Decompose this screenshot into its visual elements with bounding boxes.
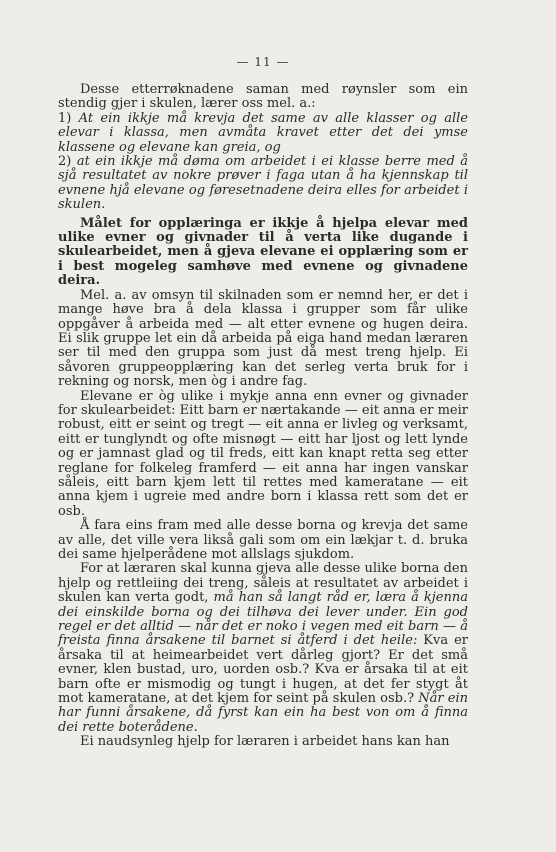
paragraph-teacher: [58, 562, 468, 735]
bold-run: Målet for opplæringa er ikkje å hjelpa elevar med ulike evner og givnader til å verta like dugande i skulearbeidet, men å gjeva elevane ei opplæring som er i best mogeleg samhøve med evnene og givnadene deira.: [58, 215, 468, 289]
text-run: Å fara eins fram med alle desse borna og krevja det same av alle, det ville vera likså gali som om ein lækjar t. d. bruka dei same hjelperådene mot allslags sjukdom.: [58, 518, 468, 562]
text-run: Mel. a. av omsyn til skilnaden som er nemnd her, er det i mange høve bra å dela klassa i grupper som får ulike oppgåver å arbeida med — alt etter evnene og hugen deira. Ei slik gruppe let ein då arbeida på eiga hand medan læraren ser til med den gruppa som just då mest treng hjelp. Ei såvoren gruppeopplæring kan det serleg verta bruk for i rekning og norsk, men òg i andre fag.: [58, 287, 468, 390]
point-number: 2): [58, 154, 77, 170]
paragraph-differences: [58, 390, 468, 520]
paragraph-groups: [58, 289, 468, 390]
paragraph-analogy: [58, 519, 468, 562]
text-run: For at læraren skal kunna gjeva alle desse ulike borna den hjelp og rettleiing dei treng, såleis at resultatet av arbeidet i skulen kan verta godt,: [58, 561, 468, 606]
text-run: Kva er årsaka til at heimearbeidet vert dårleg gjort? Er det små evner, klen bustad, uro, uorden osb.? Kva er årsaka til at eit barn ofte er mismodig og tungt i hugen, at det fer stygt åt mot kameratane, at det kjem for seint på skulen osb.?: [58, 633, 468, 707]
italic-run: må han så langt råd er, læra å kjenna dei einskilde borna og dei tilhøva dei lever under. Ein god regel er det alltid — når det er noko i vegen med eit barn — å freista finna årsakene til barnet si åtferd i det heile:: [58, 590, 468, 649]
numbered-point-1: [58, 112, 468, 155]
italic-run: At ein ikkje må krevja det same av alle klasser og alle elevar i klassa, men avmåta kravet etter det dei ymse klassene og elevane kan greia, og: [58, 110, 468, 155]
text-run: Ei naudsynleg hjelp for læraren i arbeidet hans kan han: [80, 734, 450, 750]
italic-run: at ein ikkje må døma om arbeidet i ei klasse berre med å sjå resultatet av nokre prøver i faga utan å ha kjennskap til evnene hjå elevane og føresetnadene deira elles for arbeidet i skulen.: [58, 154, 468, 213]
point-number: 1): [58, 110, 79, 126]
paragraph-goal: [58, 217, 468, 289]
paragraph-intro: [58, 83, 468, 112]
numbered-point-2: [58, 155, 468, 213]
text-run: Elevane er òg ulike i mykje anna enn evner og givnader for skulearbeidet: Eitt barn er nærtakande — eit anna er meir robust, eitt er seint og tregt — eit anna er livleg og verksamt, eitt er tunglyndt og ofte misnøgt — eitt har ljost og lett lynde og er jamnast glad og til freds, eitt kan knapt retta seg etter reglane for folkeleg framferd — eit anna har ingen vanskar såleis, eitt barn kjem lett til rettes med kameratane — eit anna kjem i ugreie med andre born i klassa rett som det er osb.: [58, 388, 468, 519]
page-number: — 11 —: [236, 55, 290, 69]
text-run: Desse etterrøknadene saman med røynsler som ein stendig gjer i skulen, lærer oss mel. a.:: [58, 82, 468, 112]
italic-run: Når ein har funni årsakene, då fyrst kan ein ha best von om å finna dei rette boterådene.: [58, 691, 468, 735]
paragraph-final: [58, 735, 468, 749]
body-text: [58, 83, 468, 750]
